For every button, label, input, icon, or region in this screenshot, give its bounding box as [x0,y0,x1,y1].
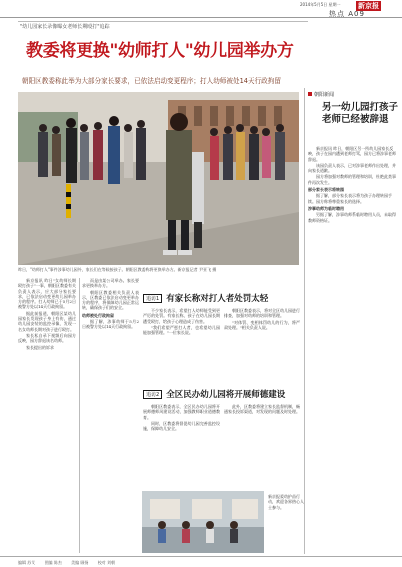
promo-text: 新京报爱幼护苗行动，欢迎各界热心人士参与。 [268,494,304,510]
body-column-1 [18,278,76,553]
paragraph: 朝阳区教委相关负责人表示，区教委已依法启动变更举办方的程序，将保障幼儿园正常运转，确保孩子们的安全。 [82,289,139,311]
news-photo [18,92,299,265]
promo-photo [142,491,264,553]
paragraph: 据了解，部分家长表示将为孩子办理转园手续。园方称将尊重家长的选择。 [308,193,392,204]
sidebar-divider [304,88,305,554]
section-1-title: 有家长称对打人者处罚太轻 [166,294,269,304]
paragraph: "我们希望严惩打人者，也希望幼儿园能加强管理。"一位家长说。 [143,324,220,336]
headline: 教委将更换"幼师打人"幼儿园举办方 [26,41,294,61]
body-column-2 [82,278,139,553]
paragraph: 据了解，涉事幼师于5月2日被警方处以14天行政拘留。 [82,319,139,330]
paragraph: 不少家长表示，希望打人幼师能受到更严厉的处罚。有家长称，孩子在幼儿园长期遭受殴打，给孩子心理造成了伤害。 [143,308,220,324]
section-2-number: 追访2 [143,390,162,399]
subhead: 朝阳区教委称此举为大部分家长要求，已依法启动变更程序；打人幼师被处14天行政拘留 [22,77,281,85]
paragraph: 而是由某公司举办。家长要求更换举办方。 [82,278,139,289]
paragraph: 园方将加强对教师的管理和培训，杜绝此类事件再次发生。 [308,174,396,185]
footer-credit: 图编 陈杰 [44,560,62,565]
paragraph: 新京报讯 昨日"女幼师长期殴打孩子"一事，朝阳区教委有关负责人表示，应大部分家长要求，已依法启动变更幼儿园举办方的程序。打人幼师已于5月2日被警方处以14天行政拘留。 [18,278,76,310]
paragraph: 家长提出的诉求 [26,344,54,350]
issue-date: 2014年5月5日 星期一 [300,2,341,7]
footer-credit: 校对 刘朝 [97,560,115,565]
section-2-heading [143,388,285,400]
paragraph: 该园负责人表示，已对涉事老师作出处理，并向家长道歉。 [308,162,396,174]
section-1-heading [143,292,268,304]
section-1-number: 追访1 [143,294,162,303]
sidebar-subheading: 涉事幼师为临时聘用 [308,205,344,211]
paragraph: 据此前报道，朝阳区某幼儿园家长发现孩子身上有伤，通过幼儿园安装的监控录像，发现一名女幼师长期对孩子进行殴打。 [18,310,76,332]
page-header [0,0,402,18]
section-2-column-a [143,404,220,486]
section-label: 热点 A09 [329,10,365,18]
paragraph: 新京报讯 昨日，朝阳区另一所幼儿园家长反映，孩子在园内遭到老师打骂，园方已将涉事老师辞退。 [308,146,396,162]
footer-credit: 编辑 苏艾 [18,560,36,565]
sidebar-tag [308,91,334,98]
kicker: "幼儿园家长录像曝女老师长期殴打"追踪 [20,24,110,30]
paragraph: 此外，区教委将建立家长监督机制，畅通家长投诉渠道，对发现的问题及时处理。 [224,404,300,415]
newspaper-logo: 新京报 [358,2,379,10]
page-footer [0,556,402,567]
section-1-column-a [143,308,220,378]
paragraph: 家长私自录下视频后向园方反映，园方辞退该名幼师。 [18,332,76,344]
sidebar-body [308,146,398,546]
section-2-title: 全区民办幼儿园将开展师德建设 [166,390,286,400]
footer-credit: 美编 顾扬 [71,560,89,565]
sidebar-subheading: 部分家长表示将转园 [308,187,344,193]
paragraph: 同时，区教委将督促幼儿园完善监控设施，保障幼儿安全。 [143,420,220,432]
sidebar-title: 另一幼儿园打孩子老师已经被辞退 [322,102,399,125]
paragraph: "对体罚、变相体罚幼儿的行为，将严肃处理。"相关负责人说。 [224,319,300,330]
tag-marker-icon [308,92,312,96]
paragraph: 朝阳区教委表示，将对全区幼儿园进行排查，加强对幼师的培训和管理。 [224,308,300,319]
column-divider [79,278,80,553]
section-2-column-b [224,404,300,486]
paragraph: 另据了解，涉事幼师系临时聘用人员，未取得教师资格证。 [308,212,396,223]
section-1-column-b [224,308,300,378]
paragraph: 朝阳区教委表示，全区民办幼儿园将开展师德师风建设活动，加强教师职业道德教育。 [143,404,220,420]
sidebar-tag-label: 朝阳新闻 [314,92,335,98]
photo-caption: 昨日，"幼师打人"事件涉事幼儿园外，家长们在等候接孩子。朝阳区教委称将更换举办方。新京报记者 尹亚飞 摄 [18,267,217,272]
subheading: 幼师被处行政拘留 [82,312,114,318]
